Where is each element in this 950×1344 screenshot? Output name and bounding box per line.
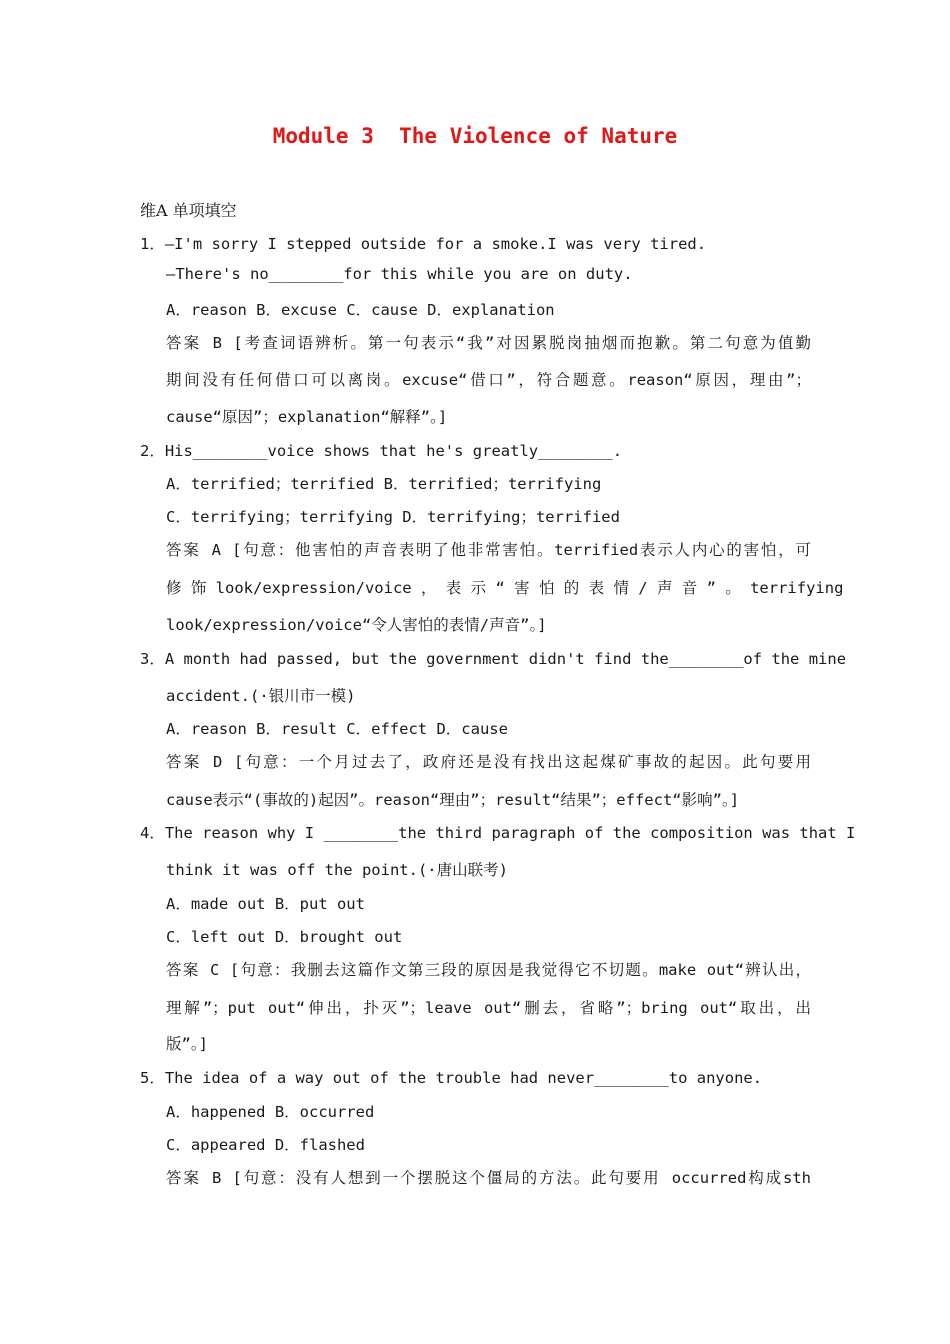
question-5-answer: 答案 B [句意：没有人想到一个摆脱这个僵局的方法。此句要用 occurred构成sth xyxy=(166,1169,811,1187)
question-3-stem: 3．A month had passed, but the government didn't find the________of the mine xyxy=(140,650,847,668)
question-2-options-line1: A．terrified；terrified B．terrified；terrifying xyxy=(166,475,602,493)
question-1-answer-line2: 期间没有任何借口可以离岗。excuse“借口”，符合题意。reason“原因，理由”； xyxy=(166,371,811,389)
question-5-stem: 5．The idea of a way out of the trouble had never________to anyone. xyxy=(140,1069,763,1087)
question-3-options: A．reason B．result C．effect D．cause xyxy=(166,720,508,738)
question-4-stem-line2: think it was off the point.(·唐山联考) xyxy=(166,861,508,879)
question-5-options-line2: C．appeared D．flashed xyxy=(166,1136,365,1154)
question-4-options-line1: A．made out B．put out xyxy=(166,895,365,913)
question-3-answer: 答案 D [句意：一个月过去了，政府还是没有找出这起煤矿事故的起因。此句要用 xyxy=(166,753,811,771)
question-4-options-line2: C．left out D．brought out xyxy=(166,928,403,946)
page-title: Module 3 The Violence of Nature xyxy=(272,124,678,148)
question-2-options-line2: C．terrifying；terrifying D．terrifying；terrified xyxy=(166,508,620,526)
question-2-answer-line3: look/expression/voice“令人害怕的表情/声音”。] xyxy=(166,616,547,634)
question-1-answer: 答案 B [考查词语辨析。第一句表示“我”对因累脱岗抽烟而抱歉。第二句意为值勤 xyxy=(166,334,811,352)
question-2-answer: 答案 A [句意：他害怕的声音表明了他非常害怕。terrified表示人内心的害怕，可 xyxy=(166,541,811,559)
question-1-answer-line3: cause“原因”；explanation“解释”。] xyxy=(166,408,448,426)
question-4-stem: 4．The reason why I ________the third paragraph of the composition was that I xyxy=(140,824,856,842)
question-4-answer-line3: 版”。] xyxy=(166,1035,208,1053)
question-4-answer-line2: 理解”；put out“伸出，扑灭”；leave out“删去，省略”；bring out“取出，出 xyxy=(166,999,811,1017)
question-1-options: A．reason B．excuse C．cause D．explanation xyxy=(166,301,555,319)
question-1-stem: 1．—I'm sorry I stepped outside for a smoke.I was very tired. xyxy=(140,235,707,253)
question-3-answer-line2: cause表示“(事故的)起因”。reason“理由”；result“结果”；effect“影响”。] xyxy=(166,791,740,809)
question-4-answer: 答案 C [句意：我删去这篇作文第三段的原因是我觉得它不切题。make out“辨认出， xyxy=(166,961,811,979)
question-5-options-line1: A．happened B．occurred xyxy=(166,1103,375,1121)
section-heading: 维A 单项填空 xyxy=(140,201,237,220)
question-2-answer-line2: 修 饰 look/expression/voice ， 表 示 “ 害 怕 的 表 情 / 声 音 ” 。 terrifying xyxy=(166,579,844,597)
question-1-stem-line2: —There's no________for this while you are on duty. xyxy=(166,265,633,283)
question-3-stem-line2: accident.(·银川市一模) xyxy=(166,687,356,705)
question-2-stem: 2．His________voice shows that he's greatly________. xyxy=(140,442,623,460)
